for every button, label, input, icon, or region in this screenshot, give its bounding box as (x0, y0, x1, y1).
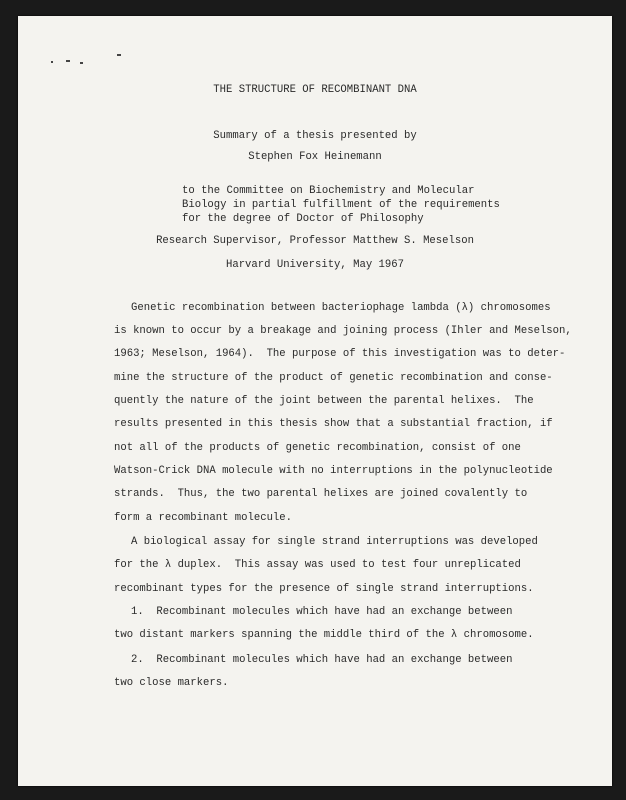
paragraph-1-line-6: results presented in this thesis show that a substantial fraction, if (114, 418, 553, 430)
item-1-line-2: two distant markers spanning the middle third of the λ chromosome. (114, 629, 534, 641)
paragraph-1-line-8: Watson-Crick DNA molecule with no interruptions in the polynucleotide (114, 465, 553, 477)
paragraph-1-line-10: form a recombinant molecule. (114, 512, 293, 524)
author-name: Stephen Fox Heinemann (248, 151, 382, 163)
summary-line: Summary of a thesis presented by (213, 130, 417, 142)
committee-line-3: for the degree of Doctor of Philosophy (182, 213, 424, 225)
margin-mark (51, 61, 53, 63)
paragraph-1-line-4: mine the structure of the product of genetic recombination and conse- (114, 372, 553, 384)
paragraph-1-line-1: Genetic recombination between bacteriophage lambda (λ) chromosomes (131, 302, 551, 314)
paragraph-1-line-7: not all of the products of genetic recombination, consist of one (114, 442, 521, 454)
paragraph-2-line-3: recombinant types for the presence of single strand interruptions. (114, 583, 534, 595)
paragraph-1-line-2: is known to occur by a breakage and joining process (Ihler and Meselson, (114, 325, 572, 337)
item-2-line-1: 2. Recombinant molecules which have had an exchange between (131, 654, 513, 666)
document-title: THE STRUCTURE OF RECOMBINANT DNA (213, 84, 417, 96)
paragraph-1-line-5: quently the nature of the joint between the parental helixes. The (114, 395, 534, 407)
paragraph-1-line-9: strands. Thus, the two parental helixes are joined covalently to (114, 488, 528, 500)
institution-date: Harvard University, May 1967 (225, 259, 404, 271)
document-page (18, 16, 612, 786)
paragraph-2-line-2: for the λ duplex. This assay was used to test four unreplicated (114, 559, 521, 571)
margin-marks (48, 56, 128, 66)
committee-line-2: Biology in partial fulfillment of the requirements (182, 199, 500, 211)
committee-line-1: to the Committee on Biochemistry and Molecular (182, 185, 475, 197)
paragraph-2-line-1: A biological assay for single strand interruptions was developed (131, 536, 538, 548)
item-2-line-2: two close markers. (114, 677, 229, 689)
paragraph-1-line-3: 1963; Meselson, 1964). The purpose of this investigation was to deter- (114, 348, 566, 360)
margin-mark (80, 62, 83, 64)
margin-mark (117, 54, 121, 56)
margin-mark (66, 60, 70, 62)
research-supervisor: Research Supervisor, Professor Matthew S. Meselson (156, 235, 474, 247)
item-1-line-1: 1. Recombinant molecules which have had an exchange between (131, 606, 513, 618)
